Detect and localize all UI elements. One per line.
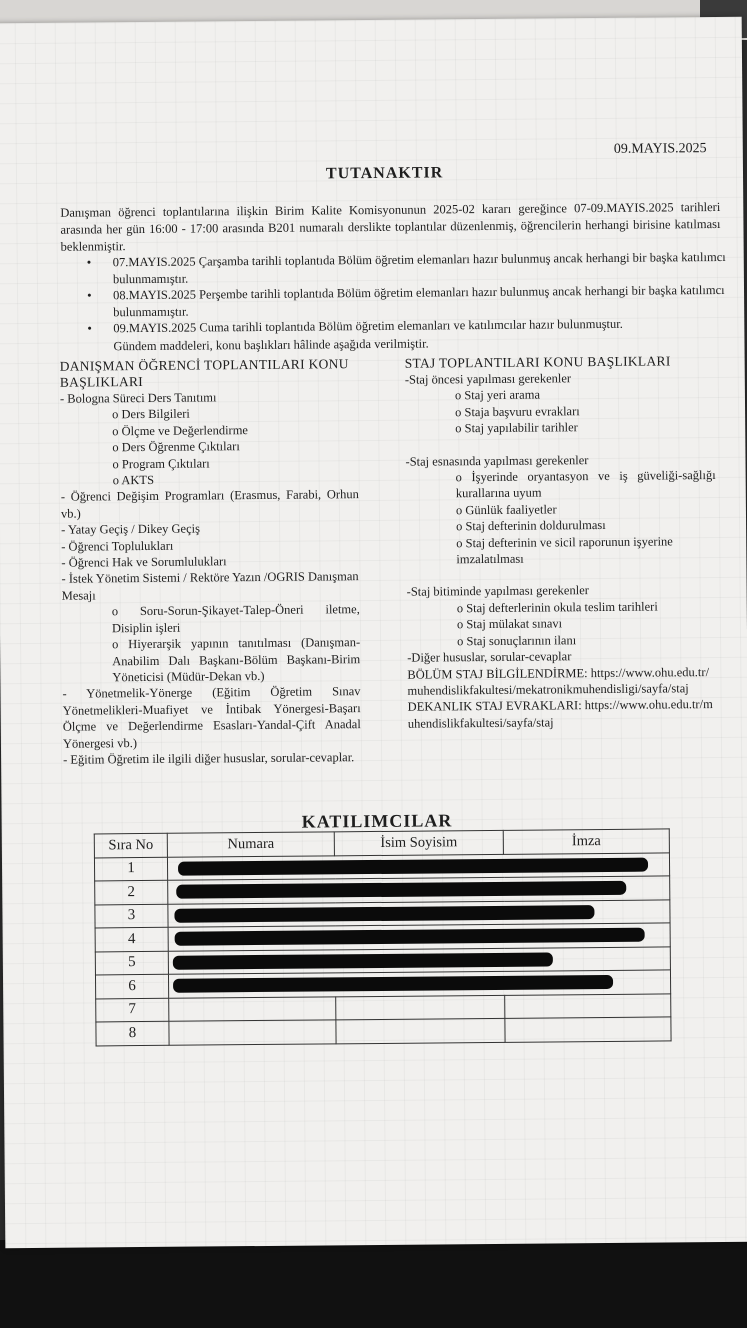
bullet-item: • 07.MAYIS.2025 Çarşamba tarihli toplantıda Bölüm öğretim elemanları hazır bulunmuş ancak herhangi bir başka katılımcı bulunmamıştır. — [87, 249, 727, 288]
participants-title: KATILIMCILAR — [301, 810, 453, 832]
row-number: 4 — [95, 927, 168, 951]
redaction-bar — [173, 975, 613, 993]
table-cell — [336, 995, 505, 1020]
table-cell — [336, 1018, 505, 1043]
column-header: İmza — [503, 829, 669, 854]
advisor-topics-heading: DANIŞMAN ÖĞRENCİ TOPLANTILARI KONU BAŞLIKLARI — [59, 356, 349, 390]
topic-item: - Yatay Geçiş / Dikey Geçiş — [61, 521, 201, 537]
section-heading: -Staj öncesi yapılması gerekenler — [404, 371, 572, 387]
subtopic-item: o Staj yapılabilir tarihler — [455, 420, 578, 436]
column-header: İsim Soyisim — [334, 830, 503, 855]
column-header: Numara — [167, 832, 334, 857]
subtopic-item: o Ders Bilgileri — [112, 407, 190, 422]
section-heading: -Diğer hususlar, sorular-cevaplar — [407, 649, 572, 665]
redaction-bar — [175, 928, 645, 946]
section-heading: -Staj bitiminde yapılması gerekenler — [406, 583, 589, 600]
subtopic-item: o Ders Öğrenme Çıktıları — [112, 439, 240, 455]
subtopic-item: o Staj defterinin ve sicil raporunun işyerine imzalatılması — [456, 534, 673, 567]
document-page — [0, 17, 747, 1248]
subtopic-item: o Soru-Sorun-Şikayet-Talep-Öneri iletme, Disiplin işleri — [111, 602, 360, 635]
department-internship-link: BÖLÜM STAJ BİLGİLENDİRME: https://www.ohu.edu.tr/muhendislikfakultesi/mekatronikmuhendisligi/sayfa/staj — [407, 664, 710, 698]
row-number: 5 — [95, 951, 168, 975]
subtopic-item: o Ölçme ve Değerlendirme — [112, 422, 249, 439]
subtopic-item: o İşyerinde oryantasyon ve iş güveliği-sağlığı kurallarına uyum — [455, 468, 716, 501]
redaction-bar — [178, 857, 648, 875]
document-title: TUTANAKTIR — [325, 164, 444, 183]
background-table-surface — [0, 1240, 747, 1328]
row-number: 6 — [95, 974, 168, 998]
table-cell — [169, 1020, 336, 1045]
topic-item: - Öğrenci Toplulukları — [61, 538, 174, 554]
topic-item: - İstek Yönetim Sistemi / Rektöre Yazın /OGRIS Danışman Mesajı — [61, 569, 359, 603]
internship-topics-heading: STAJ TOPLANTILARI KONU BAŞLIKLARI — [404, 353, 671, 371]
column-header: Sıra No — [94, 833, 167, 857]
agenda-intro: Gündem maddeleri, konu başlıkları hâlinde aşağıda verilmiştir. — [113, 336, 429, 354]
subtopic-item: o Staja başvuru evrakları — [455, 404, 580, 420]
internship-topics-column — [405, 353, 718, 732]
table-cell — [169, 996, 336, 1021]
redaction-bar — [176, 881, 626, 899]
document-date: 09.MAYIS.2025 — [613, 141, 707, 157]
topic-item: - Öğrenci Değişim Programları (Erasmus, Farabi, Orhun vb.) — [60, 487, 359, 521]
bullet-item: • 09.MAYIS.2025 Cuma tarihli toplantıda Bölüm öğretim elemanları ve katılımcılar hazır bulunmuştur. — [87, 315, 727, 337]
topic-item: - Eğitim Öğretim ile ilgili diğer hususlar, sorular-cevaplar. — [63, 750, 355, 767]
row-number: 2 — [95, 880, 168, 904]
subtopic-item: o Günlük faaliyetler — [455, 502, 557, 518]
subtopic-item: o Staj defterlerinin okula teslim tarihleri — [456, 599, 658, 616]
intro-paragraph: Danışman öğrenci toplantılarına ilişkin Birim Kalite Komisyonunun 2025-02 kararı gereğince 07-09.MAYIS.2025 tarihleri arasında her gün 16:00 - 17:00 arasında B201 numaralı derslikte toplantılar düzenlenmiş, öğrencilerin herhangi birisine katılması beklenmiştir. — [60, 199, 721, 254]
participants-table — [94, 828, 672, 1046]
row-number: 8 — [96, 1021, 169, 1045]
subtopic-item: o Staj sonuçlarının ilanı — [457, 632, 577, 648]
advisor-topics-column — [60, 356, 362, 768]
topic-item: - Öğrenci Hak ve Sorumlulukları — [61, 554, 227, 570]
table-cell — [505, 993, 671, 1018]
subtopic-item: o Staj mülakat sınavı — [456, 616, 563, 632]
table-row — [96, 1017, 671, 1046]
table-cell — [505, 1017, 671, 1042]
subtopic-item: o AKTS — [112, 472, 155, 488]
subtopic-item: o Staj defterinin doldurulması — [456, 518, 606, 534]
meeting-bullets — [87, 249, 728, 337]
row-number: 1 — [94, 857, 167, 881]
redaction-bar — [174, 905, 594, 923]
subtopic-item: o Staj yeri arama — [454, 387, 541, 403]
faculty-internship-link: DEKANLIK STAJ EVRAKLARI: https://www.ohu.edu.tr/muhendislikfakultesi/sayfa/staj — [407, 697, 713, 731]
row-number: 3 — [95, 904, 168, 928]
redaction-bar — [173, 952, 553, 969]
subtopic-item: o Hiyerarşik yapının tanıtılması (Danışman-Anabilim Dalı Başkanı-Bölüm Başkanı-Birim Yöneticisi (Müdür-Dekan vb.) — [112, 635, 361, 685]
subtopic-item: o Program Çıktıları — [112, 456, 210, 471]
topic-item: - Yönetmelik-Yönerge (Eğitim Öğretim Sınav Yönetmelikleri-Muafiyet ve İntibak Yönergesi-Başarı Ölçme ve Değerlendirme Esasları-Yandal-Çift Anadal Yönergesi vb.) — [62, 684, 361, 751]
row-number: 7 — [96, 998, 169, 1022]
section-heading: -Staj esnasında yapılması gerekenler — [405, 452, 589, 469]
topic-item: - Bologna Süreci Ders Tanıtımı — [59, 390, 217, 406]
bullet-item: • 08.MAYIS.2025 Perşembe tarihli toplantıda Bölüm öğretim elemanları hazır bulunmuş ancak herhangi bir başka katılımcı bulunmamıştır. — [87, 282, 727, 321]
